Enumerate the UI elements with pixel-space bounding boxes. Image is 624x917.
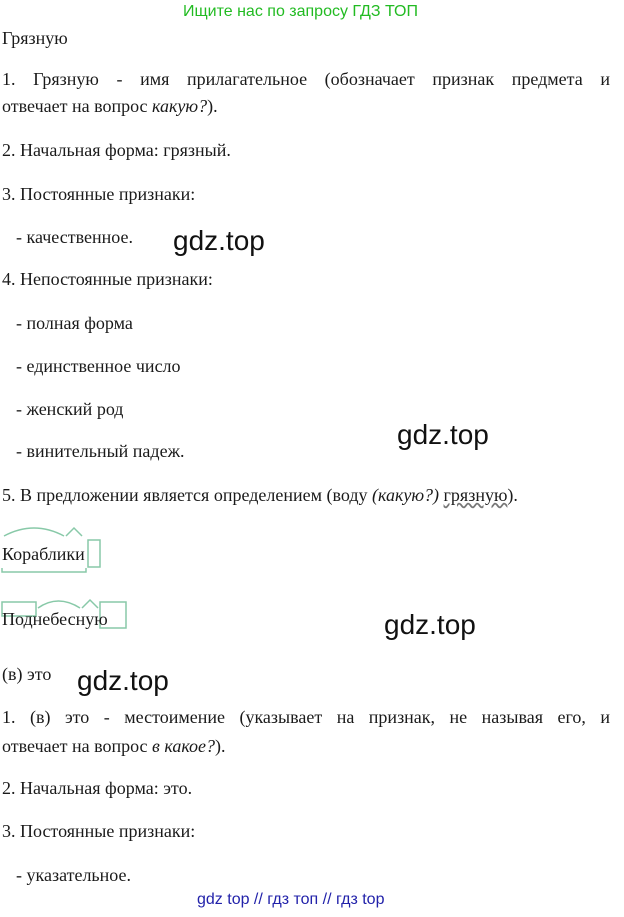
suffix-cap [66, 528, 82, 536]
q-paragraph-1-end: ). [215, 736, 226, 756]
q-paragraph-2: 2. Начальная форма: это. [2, 778, 193, 798]
question-italic: какую? [152, 96, 208, 116]
suffix-cap [82, 600, 98, 608]
paragraph-1-line-2 [2, 95, 218, 117]
paragraph-5-text: 5. В предложении является определением (воду [2, 485, 372, 505]
list-item: - полная форма [16, 313, 133, 333]
list-item: - женский род [16, 399, 124, 419]
question-italic: в какое? [152, 736, 216, 756]
q-paragraph-1-line-2 [2, 735, 226, 757]
root-arc [4, 528, 64, 536]
list-item: - единственное число [16, 356, 181, 376]
paragraph-4: 4. Непостоянные признаки: [2, 269, 213, 289]
paragraph-5-end: ). [507, 485, 518, 505]
underlined-word: грязную [443, 485, 508, 505]
watermark: gdz.top [397, 419, 489, 450]
paragraph-2: 2. Начальная форма: грязный. [2, 140, 231, 160]
q-paragraph-1-line-1: 1. (в) это - местоимение (указывает на признак, не называя его, и [2, 707, 610, 727]
watermark: gdz.top [173, 225, 265, 256]
word-heading-v-eto: (в) это [2, 664, 52, 684]
watermark: gdz.top [384, 609, 476, 640]
paragraph-1-line-1: 1. Грязную - имя прилагательное (обозначает признак предмета и [2, 69, 610, 89]
paragraph-1-end: ). [207, 96, 218, 116]
paragraph-3: 3. Постоянные признаки: [2, 184, 196, 204]
word-heading-gryaznuyu: Грязную [2, 28, 68, 48]
root-arc [38, 601, 80, 608]
q-list-item: - указательное. [16, 865, 131, 885]
question-italic: (какую?) [371, 485, 440, 505]
paragraph-1-text: отвечает на вопрос [2, 96, 153, 116]
q-paragraph-3: 3. Постоянные признаки: [2, 821, 196, 841]
paragraph-5 [2, 484, 518, 506]
ending-box [88, 540, 100, 567]
watermark: gdz.top [77, 665, 169, 696]
list-item: - качественное. [16, 227, 133, 247]
word-heading-podnebesnuyu: Поднебесную [2, 609, 108, 629]
q-paragraph-1-text: отвечает на вопрос [2, 736, 153, 756]
footer-watermark: gdz top // гдз топ // гдз top [197, 891, 385, 908]
word-heading-korabliki: Кораблики [2, 544, 85, 564]
stem-line [2, 568, 86, 572]
search-banner: Ищите нас по запросу ГДЗ ТОП [183, 3, 418, 20]
list-item: - винительный падеж. [16, 441, 185, 461]
